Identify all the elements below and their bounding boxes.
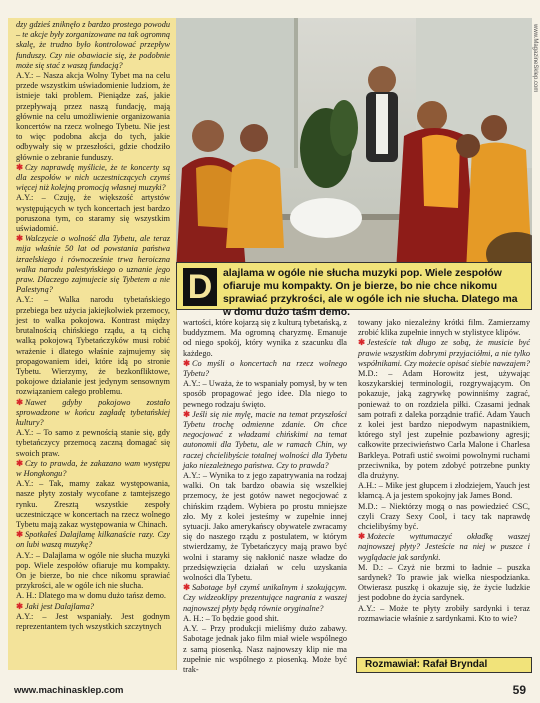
paragraph-text: Sabotage był czymś unikalnym i szokującym. Czy widzeoklipy prezentujące nagrania z waszej najnowszej płyty będą równie oryginalne? [183,583,347,613]
paragraph-text: A.Y.: – Nasza akcja Wolny Tybet ma na celu przede wszystkim uświadomienie ludziom, że istnieje taki problem. Pieniądze zaś, jakie przepływają przez naszą fundację, mają głównie na celu umożliwienie organizowania koncertów na rzecz wolnego Tybetu. Nie jest to więc podobna akcja do tych, jakie odbywały się w przeszłości, gdzie chodziło głównie o zebranie funduszy. [16,71,170,162]
paragraph-text: A.Y. – Przy produkcji mieliśmy dużo zabawy. Sabotage jednak jako film miał wiele wspólnego z samą piosenką. Nasz najnowszy klip nie ma zupełnie nic wspólnego z piosenką. Może być trak- [183,624,347,674]
paragraph-text: A.Y.: – Wynika to z jego zapatrywania na rodzaj walki. On tak bardzo obawia się wszelkiej przemocy, że jest gotów nawet negocjować z chińskim rządem. Wybiera po prostu mniejsze zło. My z kolei jesteśmy w zupełnie innej sytuacji. Jako amerykańscy obywatele zwracamy się do naszego rządu z postulatem, w którym stwierdzamy, że Tybetańczycy mają prawo być wolni i staramy się nakłonić nasze władze do przedsięwzięcia działań w celu uzyskania wolności dla Tybetu. [183,471,347,583]
paragraph [16,602,170,612]
photo [176,18,532,272]
right-column [356,318,532,658]
paragraph [16,295,170,397]
question-star-icon: ✱ [16,162,23,172]
paragraph-text: M.D.: – Niektórzy mogą o nas powiedzieć CSC, czyli Crazy Sexy Cool, i tacy tak naprawdę chcielibyśmy być. [358,501,530,532]
side-credit: www.MagazineSklep.com [532,24,538,93]
paragraph [16,20,170,71]
paragraph [16,193,170,234]
footer [0,680,540,703]
paragraph [358,481,530,501]
question-star-icon: ✱ [358,532,365,542]
paragraph-text: Jaki jest Dalajlama? [24,601,95,611]
paragraph [16,612,170,632]
paragraph-text: A.H.: – Mike jest głupcem i złodziejem, Yauch jest kłamcą. A ja jestem spokojny jak James Bond. [358,481,530,501]
paragraph-text: M. D.: – Czyż nie brzmi to ładnie – puszka sardynek? To prawie jak wielka niespodzianka. Otwierasz puszkę i okazuje się, że życie ludzkie jest podobne do życia sardynek. [358,562,530,603]
left-column-text [8,18,176,632]
paragraph-text: wartości, które kojarzą się z kulturą tybetańską, z buddyzmem. Ma ogromną charyzmę. Emanuje od niego spokój, który wynika z szacunku dla każdego. [183,318,347,358]
paragraph-text: A.Y.: – Uważa, że to wspaniały pomysł, by w ten sposób propagować jego idee. Dla niego to pewnego rodzaju święto. [183,379,347,409]
paragraph-text: A.Y.: – Może te płyty zrobiły sardynki i teraz rozmawiacie właśnie z sardynkami. Kto to wie? [358,603,530,623]
paragraph [16,398,170,429]
paragraph-text: A.Y.: – Dalajlama w ogóle nie słucha muzyki pop. Wiele zespołów ofiaruje mu kompakty. On je bierze, bo nie chce nikomu sprawiać przykrości, ale w ogóle ich nie słucha. [16,550,170,591]
paragraph [16,551,170,592]
paragraph [183,379,347,410]
paragraph [358,369,530,481]
paragraph-text: M.D.: – Adam Horowitz jest, używając koszykarskiej terminologii, rozgrywającym. On pokazuje, jaką zagrywkę powinniśmy zagrać, ponieważ to on rozdziela piłki. Czasami jednak sam potrafi z daleka porządnie trafić. Adam Yauch z kolei jest bardzo niepodwym napastnikiem, którego styl jest zupełnie pozbawiony agresji; całkowite przeciwieństwo Carla Malone i Charlesa Barkleya. Potrafi ustić swoimi powolnymi ruchami przeciwnika, by potem zdobyć potrzebne punkty dla drużyny. [358,369,530,481]
paragraph-text: Czy to prawda, że zakazano wam występu w Hongkongu? [16,458,170,478]
paragraph [358,502,530,533]
paragraph [16,591,170,601]
paragraph [358,532,530,563]
question-star-icon: ✱ [16,458,23,468]
paragraph [16,163,170,194]
paragraph [183,583,347,614]
question-star-icon: ✱ [16,234,23,244]
paragraph [358,318,530,338]
paragraph-text: Możecie wyttumaczyć okładkę waszej najnowszej płyty? Jesteście na niej w puszce i wyglądacie jak sardynki. [358,532,530,562]
paragraph [358,338,530,369]
paragraph [16,459,170,479]
paragraph [16,428,170,459]
middle-column-text [181,318,349,675]
page-number: 59 [512,683,526,697]
paragraph [16,234,170,295]
paragraph [183,359,347,379]
middle-column [181,318,349,676]
left-column [8,18,177,670]
question-star-icon: ✱ [183,358,190,368]
right-column-text [356,318,532,624]
paragraph [358,604,530,624]
photo-icon [176,18,532,272]
question-star-icon: ✱ [183,409,190,419]
paragraph [183,318,347,359]
paragraph-text: Co myśli o koncertach na rzecz wolnego Tybetu? [183,358,347,379]
paragraph-text: A. H.: – To będzie good shit. [183,613,279,623]
question-star-icon: ✱ [183,583,190,593]
paragraph-text: Spotkałeś Dalajlamę kilkanaście razy. Czy on lubi waszą muzykę? [16,530,170,550]
paragraph [358,563,530,604]
paragraph [183,410,347,471]
question-star-icon: ✱ [16,397,23,407]
footer-url[interactable]: www.machinasklep.com [14,685,124,696]
paragraph-text: Jeśli się nie mylę, macie na temat przyszłości Tybetu trochę odmienne zdanie. On chce negocjować z władzami chińskimi na temat autonomii dla Tybetu, ale w ramach Chin, wy raczej chcielibyście totalnej wolności dla Tybetu jako niezależnego państwa. Czy to prawda? [183,409,347,470]
paragraph-text: A.Y.: – Walka narodu tybetańskiego przebiega bez użycia jakiejkolwiek przemocy, jest to walka pokojowa. Kontrast między brutalnością chińskiego rządu, a tą cichą walką pokojową Tybetańczyków musi robić wrażenie i dlatego właśnie zajmujemy się propagowaniem idei, które idą po stronie Tybetu. Wierzymy, że bezkonfliktowe, pokojowe działanie jest jedynym sensownym rozwiązaniem całego problemu. [16,295,170,397]
pull-quote [176,262,532,318]
paragraph-text: Walczycie o wolność dla Tybetu, ale teraz mija właśnie 50 lat od powstania państwa izraelskiego i równocześnie trwa heroiczna walka narodu palestyńskiego o uznanie jego praw. Dlaczego zajmujecie się Tybetem a nie Palestyną? [16,234,170,295]
question-star-icon: ✱ [358,338,365,348]
paragraph-text: towany jako niezależny krótki film. Zamierzamy zrobić klika zupełnie innych w stylistyce klipów. [358,318,530,338]
paragraph-text: A.Y.: – To samo z pewnością stanie się, gdy tybetańczycy przemocą zaczną domagać się swoich praw. [16,428,170,458]
paragraph [183,614,347,624]
paragraph [183,624,347,675]
pull-quote-text: alajlama w ogóle nie słucha muzyki pop. Wiele zespołów ofiaruje mu kompakty. On je bierze, bo nie chce nikomu sprawiać przykrości, ale w ogóle ich nie słucha. Dlatego ma w domu dużo taśm demo. [223,268,518,318]
byline: Rozmawiał: Rafał Bryndal [356,657,532,673]
paragraph [16,71,170,163]
paragraph-text: Czy naprawdę myślicie, że te koncerty są dla zespołów w nich uczestniczących czymś więcej niż kolejną promocją własnej muzyki? [16,162,170,193]
pull-quote-drop-letter: D [183,268,217,306]
paragraph-text: A.Y.: – Jest wspaniały. Jest godnym reprezentantem tych wszystkich szczytnych [16,611,170,631]
paragraph-text: A. H.: Dlatego ma w domu dużo tańsz demo. [16,591,167,601]
paragraph [16,530,170,550]
question-star-icon: ✱ [16,530,23,540]
paragraph-text: dzy gdzieś zniknęło z bardzo prostego powodu – te akcje były zorganizowane na tak ogromną skalę, że trudno było kontrolować przepływ funduszy. Czy nie obawiacie się, że podobnie może się stać z waszą fundacją? [16,20,171,70]
paragraph-text: Nawet gdyby pokojowo zostało sprowadzone w końcu zagładę tybetańskiej kultury? [16,397,170,427]
paragraph [183,471,347,583]
question-star-icon: ✱ [16,601,23,611]
paragraph-text: A.Y.: – Tak, mamy zakaz występowania, nasze płyty zostały wycofane z tamtejszego rynku. Zresztą wszystkie zespoły uczestniczące w koncertach na rzecz wolnego Tybetu mają zakaz występowania w Chinach. [16,479,170,529]
paragraph [16,479,170,530]
paragraph-text: Jesteście tak długo ze sobą, że musicie być prawie wszystkim dobrymi przyjaciółmi, a nie tylko współnikami. Czy możecie opisać siebie nawzajem? [358,338,530,368]
paragraph-text: A.Y.: – Czuję, że większość artystów występujących w tych koncertach jest bardzo poruszona tym, co staramy się wszystkim uświadomić. [16,193,170,234]
